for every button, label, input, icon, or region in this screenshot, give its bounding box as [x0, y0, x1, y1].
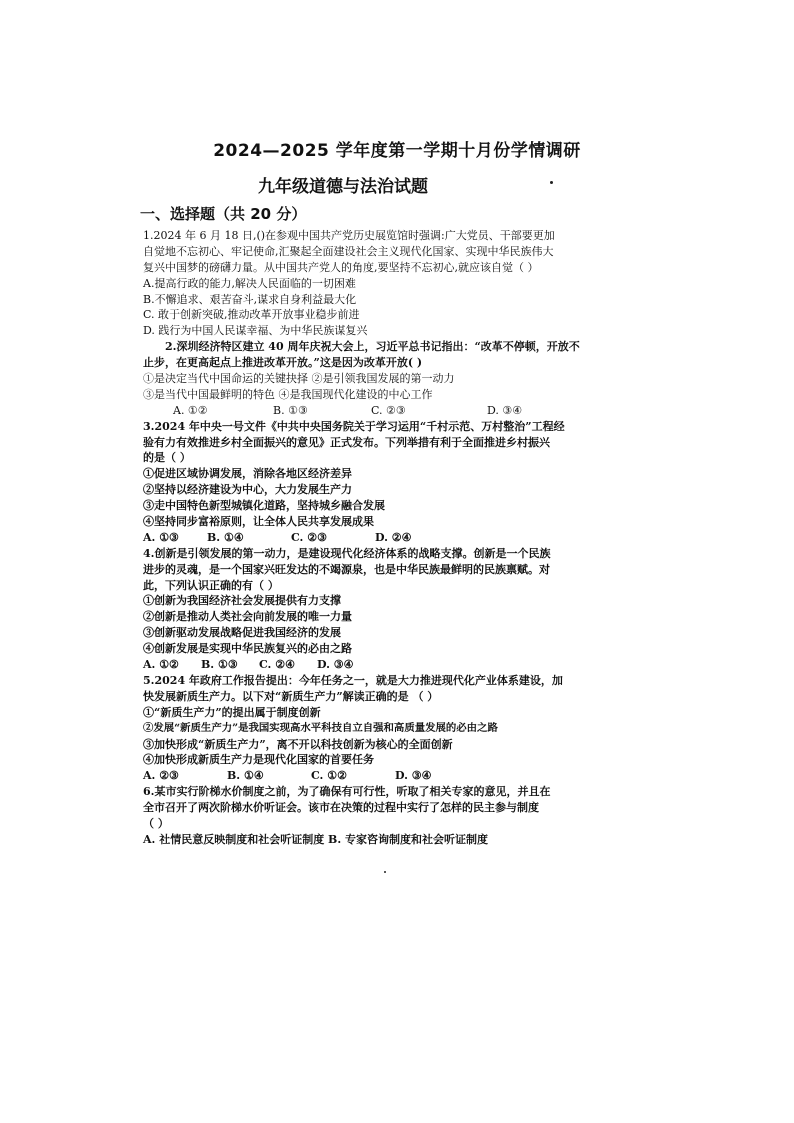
answer-option: D. 践行为中国人民谋幸福、为中华民族谋复兴: [143, 324, 368, 338]
exam-title: 2024—2025 学年度第一学期十月份学情调研: [213, 141, 581, 161]
question-4: [143, 546, 643, 673]
answer-option: A.提高行政的能力,解决人民面临的一切困难: [143, 276, 356, 290]
answer-choice-b: B. ①④: [227, 769, 264, 783]
speck-mark: [550, 181, 553, 184]
answer-choice-d: D. ③④: [317, 658, 354, 672]
answer-option: B.不懈追求、艰苦奋斗,谋求自身利益最大化: [143, 292, 357, 306]
question-stem-line: 自觉地不忘初心、牢记使命,汇聚起全面建设社会主义现代化国家、实现中华民族伟大: [143, 244, 554, 258]
question-stem-line: 全市召开了两次阶梯水价听证会。该市在决策的过程中实行了怎样的民主参与制度: [143, 801, 539, 815]
question-stem-line: 1.2024 年 6 月 18 日,()在参观中国共产党历史展览馆时强调:广大党员、干部要更加: [143, 229, 555, 242]
statement-line: ①促进区域协调发展，消除各地区经济差异: [143, 467, 352, 481]
answer-choices: [143, 530, 643, 546]
answer-choice-c: C. ②④: [259, 658, 295, 672]
statement-line: ①创新为我国经济社会发展提供有力支撑: [143, 594, 341, 608]
exam-subtitle: 九年级道德与法治试题: [258, 177, 428, 197]
question-stem-line: （ ）: [143, 816, 169, 830]
question-stem-line: 5.2024 年政府工作报告提出：今年任务之一，就是大力推进现代化产业体系建设，加: [143, 673, 563, 687]
question-6: [143, 784, 643, 848]
section-heading: 一、选择题（共 20 分）: [140, 205, 307, 223]
answer-option: C. 敢于创新突破,推动改革开放事业稳步前进: [143, 308, 360, 322]
statement-line: ①是决定当代中国命运的关键抉择 ②是引领我国发展的第一动力: [143, 372, 455, 386]
statement-line: ②发展“新质生产力”是我国实现高水平科技自立自强和高质量发展的必由之路: [143, 721, 498, 734]
answer-choices: [143, 657, 643, 673]
answer-options-line: A. 社情民意反映制度和社会听证制度 B. 专家咨询制度和社会听证制度: [143, 832, 488, 846]
statement-line: ④创新发展是实现中华民族复兴的必由之路: [143, 642, 352, 656]
statement-line: ①“新质生产力”的提出属于制度创新: [143, 705, 321, 719]
answer-choice-c: C. ②③: [371, 403, 406, 417]
question-stem-line: 3.2024 年中央一号文件《中共中央国务院关于学习运用“千村示范、万村整治”工程经: [143, 419, 565, 433]
question-stem-line: 进步的灵魂，是一个国家兴旺发达的不竭源泉，也是中华民族最鲜明的民族禀赋。对: [143, 562, 550, 576]
answer-choice-d: D. ②④: [375, 530, 412, 544]
statement-line: ②创新是推动人类社会向前发展的唯一力量: [143, 610, 352, 624]
question-stem-line: 的是（ ）: [143, 451, 191, 465]
question-5: [143, 673, 643, 784]
answer-choice-b: B. ①④: [207, 530, 244, 544]
answer-choice-a: A. ①②: [173, 403, 208, 417]
statement-line: ③加快形成“新质生产力”，离不开以科技创新为核心的全面创新: [143, 737, 453, 751]
statement-line: ④加快形成新质生产力是现代化国家的首要任务: [143, 753, 374, 767]
question-stem-line: 此，下列认识正确的有（ ）: [143, 578, 279, 592]
question-stem-line: 6.某市实行阶梯水价制度之前，为了确保有可行性，听取了相关专家的意见，并且在: [143, 785, 551, 799]
answer-choice-a: A. ①②: [143, 658, 179, 672]
question-body: [143, 228, 643, 848]
answer-choice-c: C. ①②: [311, 769, 347, 783]
answer-choice-d: D. ③④: [395, 769, 432, 783]
answer-choice-c: C. ②③: [291, 530, 327, 544]
answer-choice-a: A. ②③: [143, 769, 179, 783]
answer-choice-b: B. ①③: [273, 403, 308, 417]
answer-choices: [143, 403, 643, 419]
statement-line: ③创新驱动发展战略促进我国经济的发展: [143, 626, 341, 640]
question-stem-line: 复兴中国梦的磅礴力量。从中国共产党人的角度,要坚持不忘初心,就应该自觉（ ）: [143, 260, 539, 274]
speck-mark: [384, 871, 386, 873]
question-stem-line: 快发展新质生产力。以下对“新质生产力”解读正确的是 （ ）: [143, 689, 439, 703]
question-2: [143, 339, 643, 418]
question-3: [143, 419, 643, 546]
question-stem-line: 2.深圳经济特区建立 40 周年庆祝大会上，习近平总书记指出：“改革不停顿，开放不: [165, 340, 580, 354]
statement-line: ③是当代中国最鲜明的特色 ④是我国现代化建设的中心工作: [143, 387, 433, 401]
answer-choices: [143, 768, 643, 784]
statement-line: ③走中国特色新型城镇化道路，坚持城乡融合发展: [143, 499, 385, 513]
answer-choice-a: A. ①③: [143, 530, 179, 544]
question-1: [143, 228, 643, 339]
answer-choice-d: D. ③④: [487, 403, 523, 417]
statement-line: ④坚持同步富裕原则，让全体人民共享发展成果: [143, 515, 374, 529]
answer-choice-b: B. ①③: [201, 658, 238, 672]
question-stem-line: 验有力有效推进乡村全面振兴的意见》正式发布。下列举措有利于全面推进乡村振兴: [143, 435, 550, 449]
question-stem-line: 止步，在更高起点上推进改革开放。”这是因为改革开放( ): [143, 356, 423, 370]
question-stem-line: 4.创新是引领发展的第一动力，是建设现代化经济体系的战略支撑。创新是一个民族: [143, 546, 551, 560]
statement-line: ②坚持以经济建设为中心，大力发展生产力: [143, 483, 352, 497]
